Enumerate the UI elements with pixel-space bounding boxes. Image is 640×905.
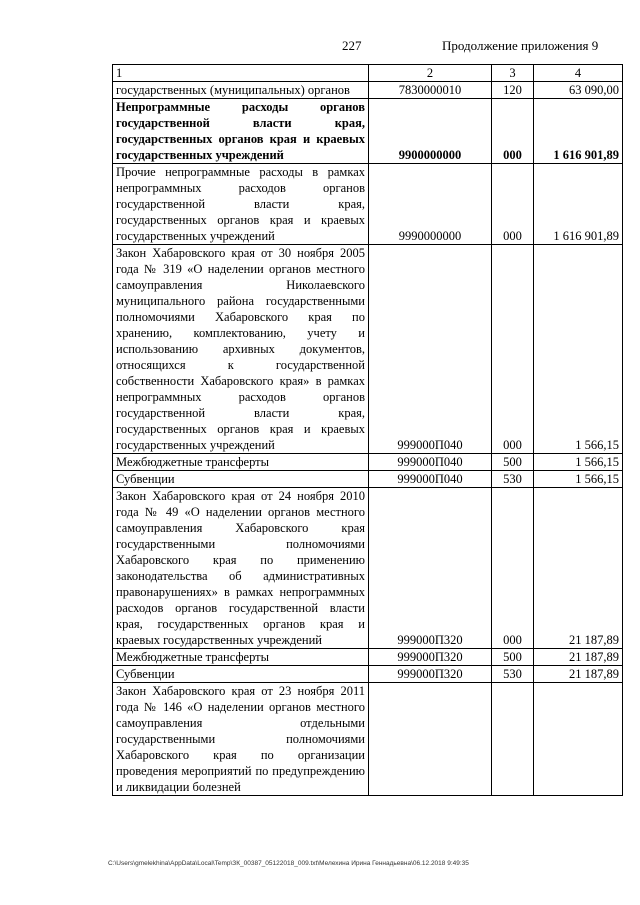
table-row [113,488,623,649]
row-name-cell: Межбюджетные трансферты [113,454,369,471]
column-number-4: 4 [534,65,623,82]
row-sum-cell: 21 187,89 [534,666,623,683]
row-kind-cell: 000 [492,164,534,245]
row-name-cell: Непрограммные расходы органов государственной власти края, государственных органов края и краевых государственных учреждений [113,99,369,164]
row-kind-cell: 000 [492,99,534,164]
row-sum-cell: 1 616 901,89 [534,164,623,245]
appendix-continuation-label: Продолжение приложения 9 [442,38,599,53]
row-code-cell: 7830000010 [369,82,492,99]
row-name-cell: Закон Хабаровского края от 30 ноября 2005 года № 319 «О наделении органов местного самоуправления Николаевского муниципального района государственными полномочиями Хабаровского края по хранению, комплектованию, учету и использованию архивных документов, относящихся к государственной собственности Хабаровского края» в рамках непрограммных расходов органов государственной власти края, государственных органов края и краевых государственных учреждений [113,245,369,454]
row-kind-cell: 530 [492,471,534,488]
row-code-cell [369,683,492,796]
row-code-cell: 999000П320 [369,649,492,666]
row-sum-cell: 1 616 901,89 [534,99,623,164]
row-name-cell: государственных (муниципальных) органов [113,82,369,99]
row-sum-cell [534,683,623,796]
row-sum-cell: 63 090,00 [534,82,623,99]
row-name-cell: Межбюджетные трансферты [113,649,369,666]
table-row [113,245,623,454]
column-number-1: 1 [113,65,369,82]
row-kind-cell: 000 [492,245,534,454]
row-name-cell: Субвенции [113,471,369,488]
column-number-2: 2 [369,65,492,82]
row-code-cell: 999000П320 [369,666,492,683]
table-row [113,649,623,666]
row-kind-cell: 500 [492,649,534,666]
row-sum-cell: 21 187,89 [534,649,623,666]
table-row [113,454,623,471]
table-row [113,666,623,683]
row-code-cell: 999000П040 [369,245,492,454]
row-sum-cell: 1 566,15 [534,471,623,488]
row-code-cell: 999000П040 [369,454,492,471]
page-number: 227 [342,38,362,53]
row-code-cell: 999000П320 [369,488,492,649]
footer-file-path: C:\Users\gmelekhina\AppData\Local\Temp\ЗК_00387_05122018_009.txt\Мелехина Ирина Геннадьевна\06.12.2018 9:49:35 [108,860,469,867]
row-sum-cell: 1 566,15 [534,245,623,454]
row-name-cell: Прочие непрограммные расходы в рамках непрограммных расходов органов государственной власти края, государственных органов края и краевых государственных учреждений [113,164,369,245]
row-kind-cell: 000 [492,488,534,649]
row-kind-cell: 530 [492,666,534,683]
table-body [113,82,623,796]
row-code-cell: 9900000000 [369,99,492,164]
table-row [113,683,623,796]
table-row [113,99,623,164]
row-sum-cell: 1 566,15 [534,454,623,471]
column-number-3: 3 [492,65,534,82]
row-kind-cell: 500 [492,454,534,471]
budget-table [112,64,623,796]
row-name-cell: Субвенции [113,666,369,683]
table-row [113,471,623,488]
table-row [113,82,623,99]
row-name-cell: Закон Хабаровского края от 24 ноября 2010 года № 49 «О наделении органов местного самоуправления Хабаровского края государственными полномочиями Хабаровского края по применению законодательства об административных правонарушениях» в рамках непрограммных расходов органов государственной власти края, государственных органов края и краевых государственных учреждений [113,488,369,649]
row-code-cell: 999000П040 [369,471,492,488]
column-number-row [113,65,623,82]
row-kind-cell: 120 [492,82,534,99]
row-code-cell: 9990000000 [369,164,492,245]
row-sum-cell: 21 187,89 [534,488,623,649]
row-name-cell: Закон Хабаровского края от 23 ноября 2011 года № 146 «О наделении органов местного самоуправления отдельными государственными полномочиями Хабаровского края по организации проведения мероприятий по предупреждению и ликвидации болезней [113,683,369,796]
table-row [113,164,623,245]
row-kind-cell [492,683,534,796]
